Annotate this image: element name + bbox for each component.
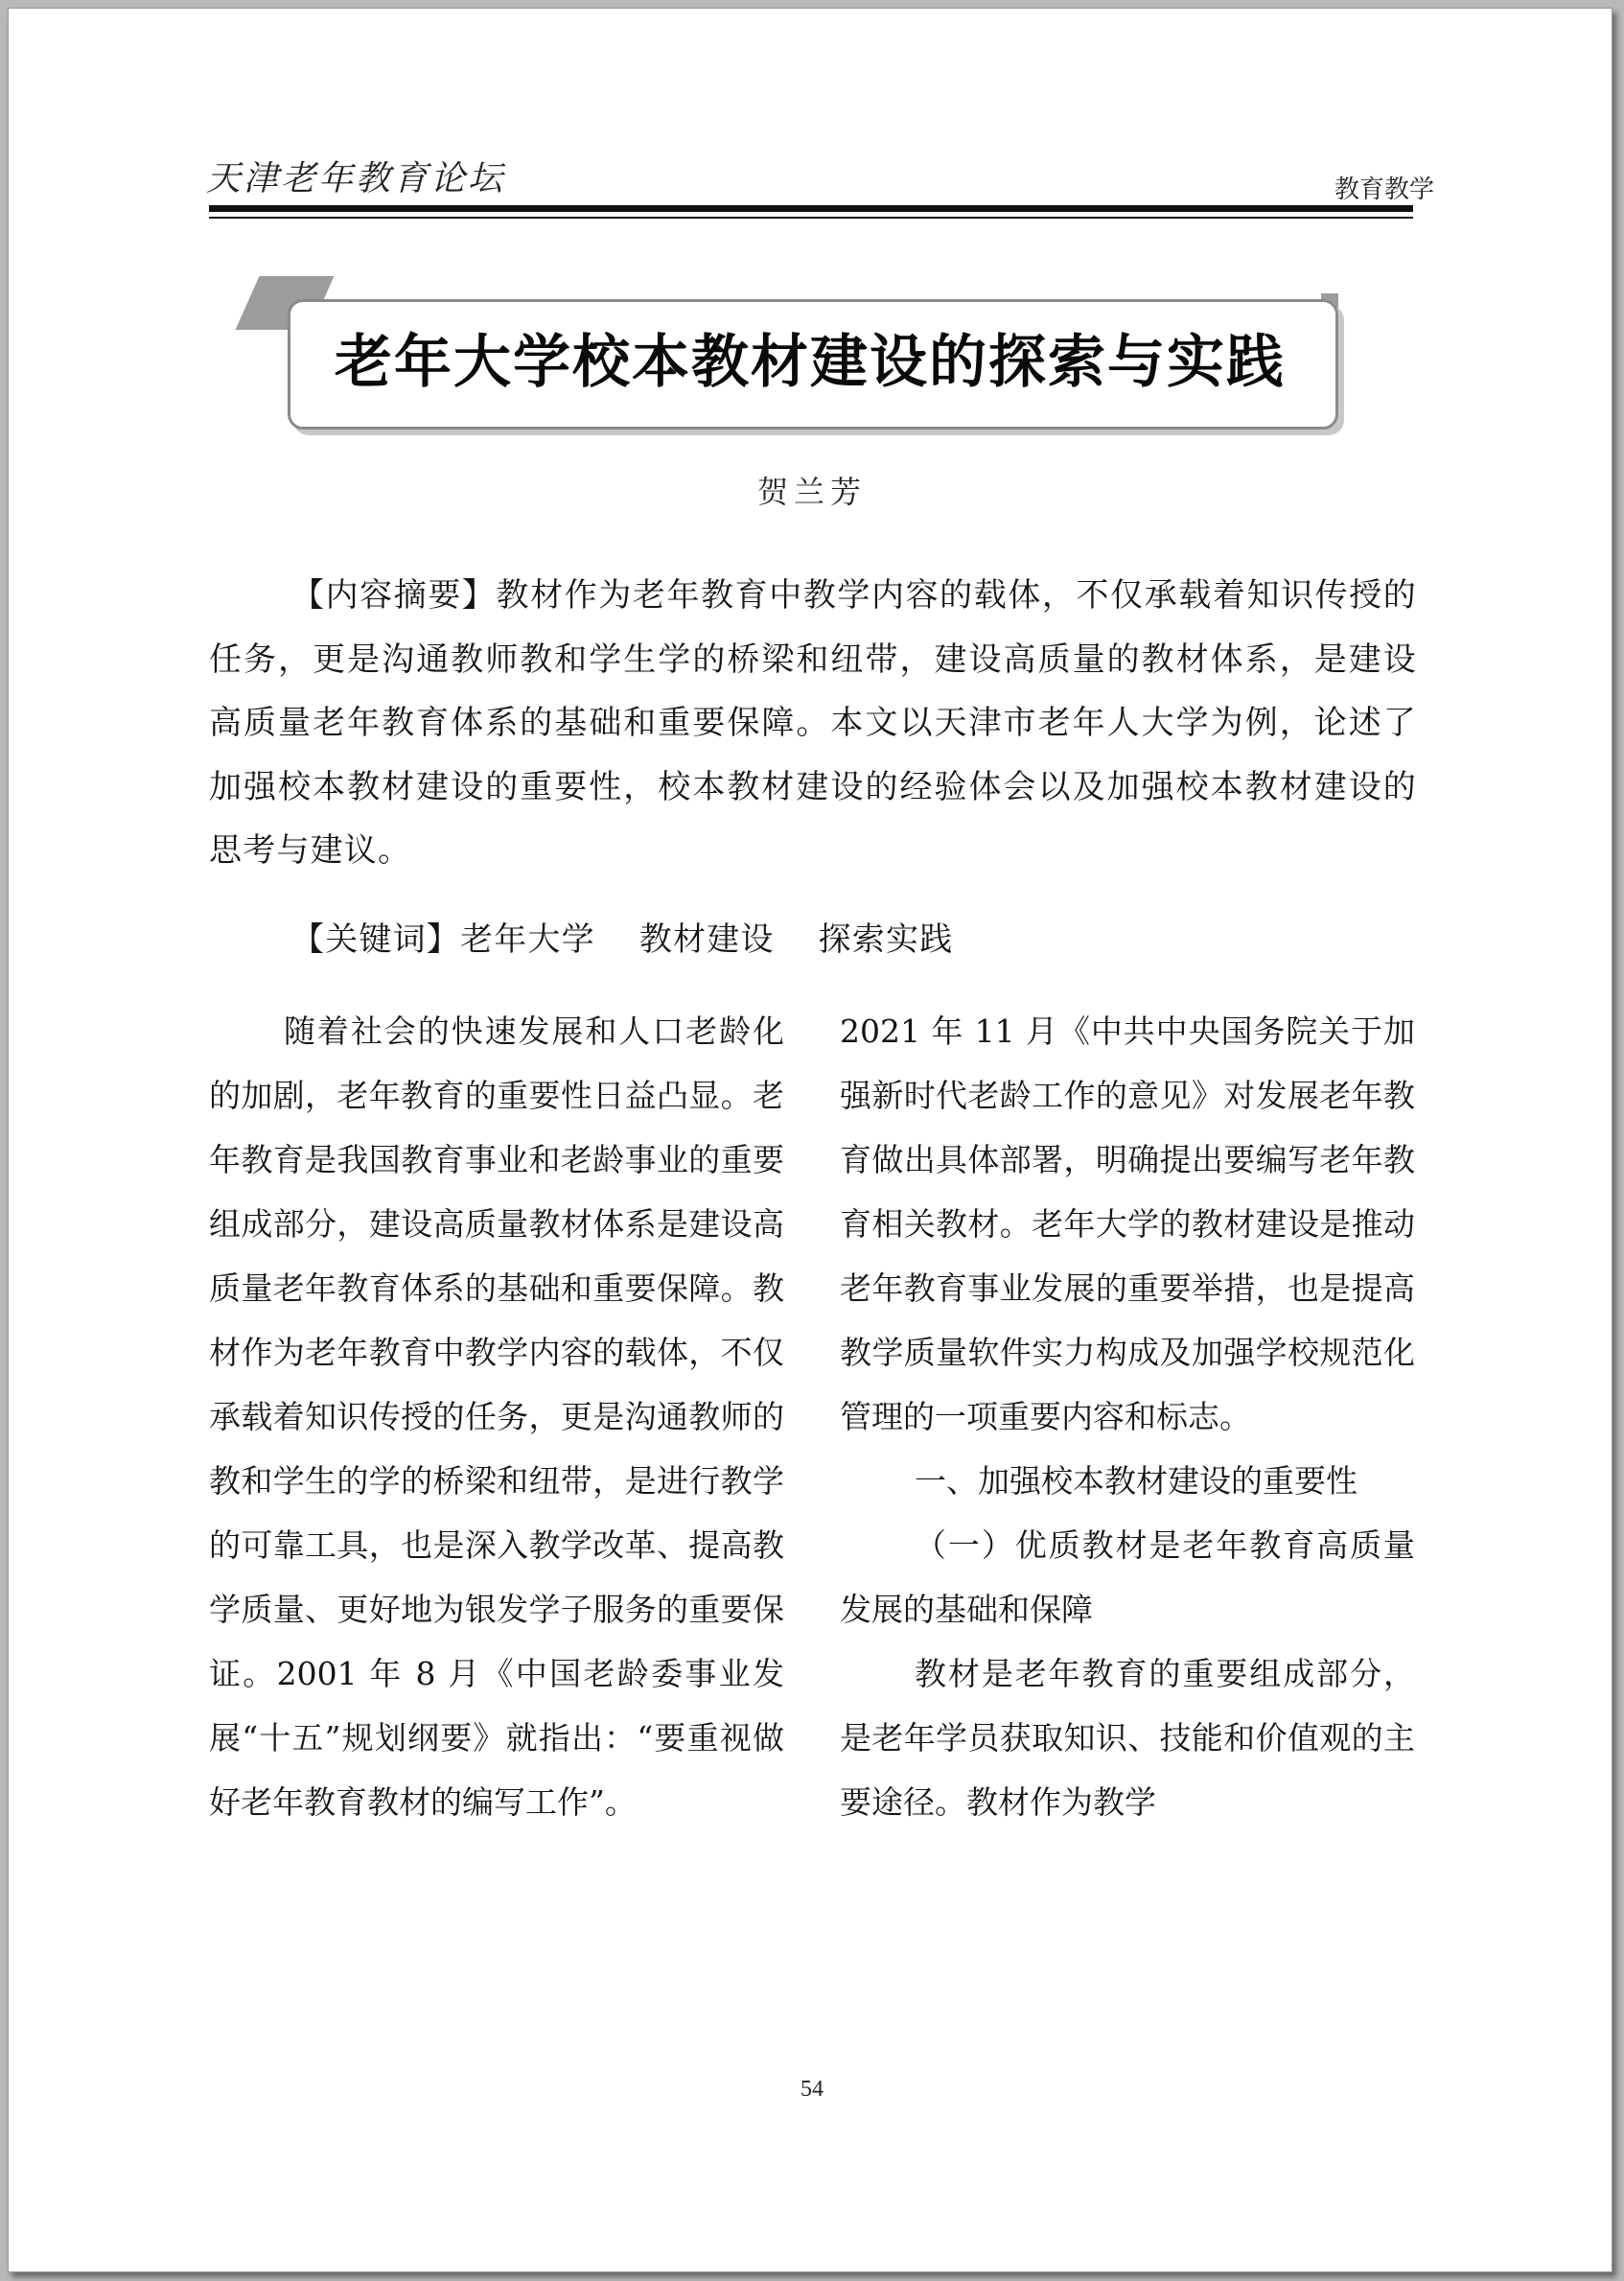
page-number: 54: [800, 2077, 824, 2102]
keyword-item: 教材建设: [638, 920, 775, 959]
body-paragraph: 教材是老年教育的重要组成部分，是老年学员获取知识、技能和价值观的主要途径。教材作为教学: [840, 1655, 1415, 1821]
body-paragraph: 2021 年 11 月《中共中央国务院关于加强新时代老龄工作的意见》对发展老年教育做出具体部署，明确提出要编写老年教育相关教材。老年大学的教材建设是推动老年教育事业发展的重要举措，也是提高教学质量软件实力构成及加强学校规范化管理的一项重要内容和标志。: [840, 1012, 1415, 1435]
header-rule-thick: [209, 205, 1413, 212]
body-paragraph: 随着社会的快速发展和人口老龄化的加剧，老年教育的重要性日益凸显。老年教育是我国教育事业和老龄事业的重要组成部分，建设高质量教材体系是建设高质量老年教育体系的基础和重要保障。教材作为老年教育中教学内容的载体，不仅承载着知识传授的任务，更是沟通教师的教和学生的学的桥梁和纽带，是进行教学的可靠工具，也是深入教学改革、提高教学质量、更好地为银发学子服务的重要保证。2001 年 8 月《中国老龄委事业发展“十五”规划纲要》就指出：“要重视做好老年教育教材的编写工作”。: [209, 1012, 784, 1821]
keyword-item: 探索实践: [818, 920, 954, 959]
article-title: 老年大学校本教材建设的探索与实践: [335, 329, 1286, 396]
abstract-text: 教材作为老年教育中教学内容的载体，不仅承载着知识传授的任务，更是沟通教师教和学生学的桥梁和纽带，建设高质量的教材体系，是建设高质量老年教育体系的基础和重要保障。本文以天津市老年人大学为例，论述了加强校本教材建设的重要性，校本教材建设的经验体会以及加强校本教材建设的思考与建议。: [209, 576, 1417, 870]
article-author: 贺兰芳: [756, 474, 867, 510]
abstract: [209, 564, 1417, 883]
keywords-label: 【关键词】: [291, 920, 460, 959]
body-column-left: [209, 999, 784, 1834]
journal-name: 天津老年教育论坛: [206, 159, 506, 198]
section-name: 教育教学: [1334, 175, 1434, 204]
keywords: [291, 913, 997, 960]
abstract-label: 【内容摘要】: [291, 576, 497, 615]
header-rule-thin: [209, 217, 1413, 219]
subsection-heading: （一）优质教材是老年教育高质量发展的基础和保障: [840, 1526, 1415, 1628]
body-column-right: [840, 999, 1415, 1834]
keyword-item: 老年大学: [460, 920, 595, 959]
section-heading: 一、加强校本教材建设的重要性: [915, 1462, 1357, 1500]
